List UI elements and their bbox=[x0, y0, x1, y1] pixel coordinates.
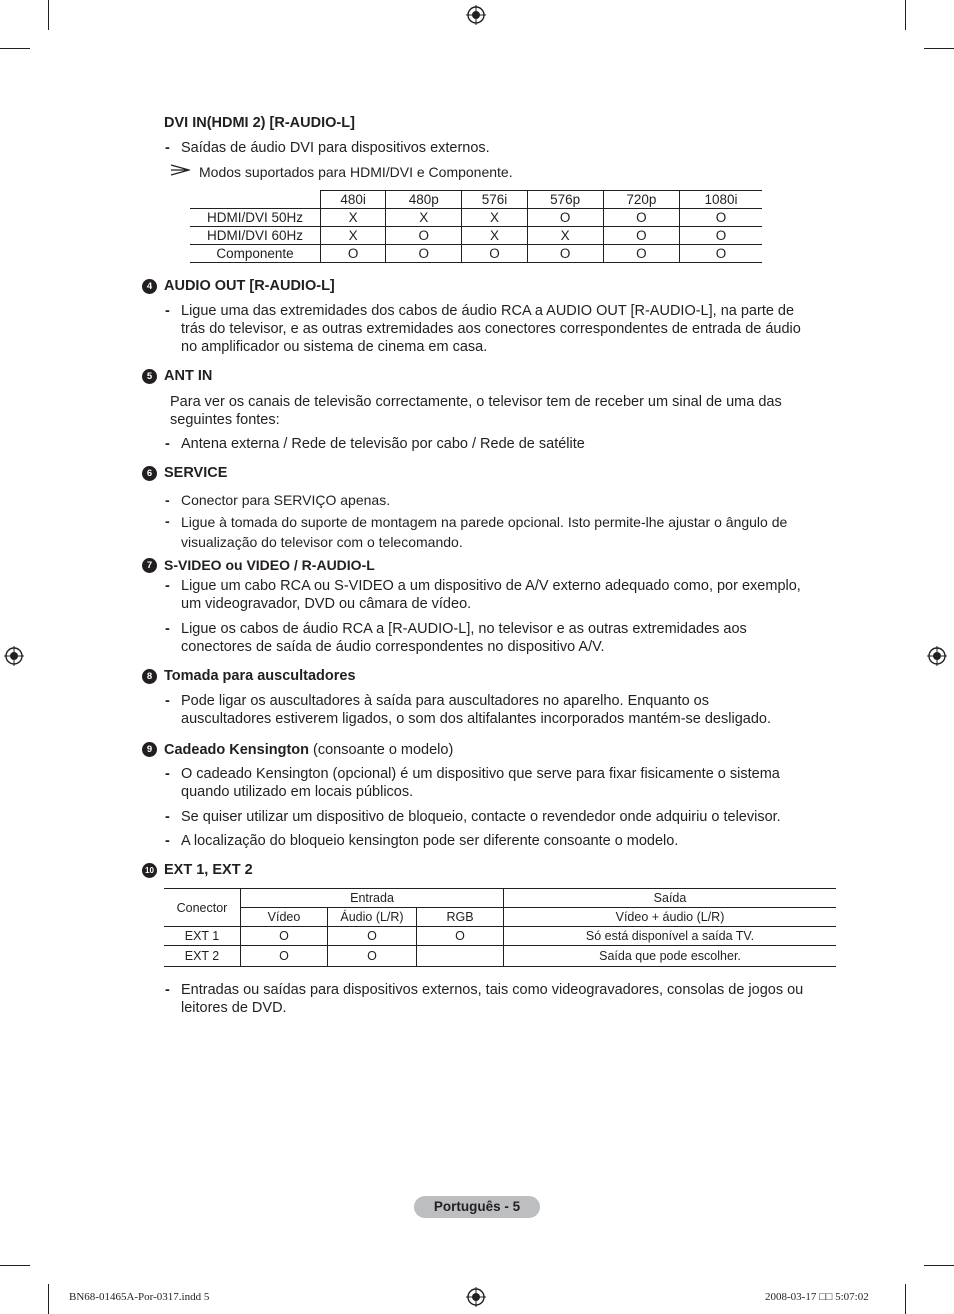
ant-in-bullet: Antena externa / Rede de televisão por cabo / Rede de satélite bbox=[181, 436, 585, 452]
bullet-dash: - bbox=[165, 693, 170, 709]
kensington-bullet-3: A localização do bloqueio kensington pode ser diferente consoante o modelo. bbox=[181, 833, 679, 849]
section-number-badge: 7 bbox=[142, 558, 157, 573]
section-number-badge: 9 bbox=[142, 742, 157, 757]
heading-bold: Cadeado Kensington bbox=[164, 742, 310, 758]
kensington-bullet-1 bbox=[181, 765, 841, 801]
section-number-badge: 10 bbox=[142, 863, 157, 878]
table-row bbox=[164, 927, 836, 946]
section-number-badge: 4 bbox=[142, 279, 157, 294]
text-line: Pode ligar os auscultadores à saída para auscultadores no aparelho. Enquanto os bbox=[181, 693, 709, 709]
timestamp-slug: 2008-03-17 □□ 5:07:02 bbox=[765, 1291, 869, 1303]
bullet-dash: - bbox=[165, 578, 170, 594]
row-label: HDMI/DVI 60Hz bbox=[190, 227, 321, 245]
text-line: auscultadores estiverem ligados, o som dos altifalantes incorporados mantém-se desligado. bbox=[181, 711, 771, 727]
row-label: HDMI/DVI 50Hz bbox=[190, 209, 321, 227]
table-cell: Saída que pode escolher. bbox=[504, 946, 837, 967]
text-line: Ligue um cabo RCA ou S-VIDEO a um dispositivo de A/V externo adequado como, por exemplo, bbox=[181, 578, 801, 594]
kensington-bullet-2: Se quiser utilizar um dispositivo de bloqueio, contacte o revendedor onde adquiriu o televisor. bbox=[181, 809, 781, 825]
bullet-dash: - bbox=[165, 513, 170, 529]
audio-out-bullet bbox=[181, 302, 841, 356]
table-cell bbox=[417, 946, 504, 967]
table-cell: O bbox=[241, 946, 328, 967]
table-cell: X bbox=[321, 227, 386, 245]
saida-header: Saída bbox=[504, 889, 837, 908]
ant-in-paragraph bbox=[170, 393, 840, 429]
modes-col-header: 576p bbox=[527, 191, 603, 209]
headphones-bullet bbox=[181, 692, 841, 728]
dvi-note: Modos suportados para HDMI/DVI e Componente. bbox=[199, 164, 513, 180]
table-cell: O bbox=[680, 245, 762, 263]
registration-mark-icon bbox=[466, 1287, 486, 1307]
text-line: Ligue uma das extremidades dos cabos de áudio RCA a AUDIO OUT [R-AUDIO-L], na parte de bbox=[181, 303, 795, 319]
entrada-header: Entrada bbox=[241, 889, 504, 908]
modes-table bbox=[190, 190, 762, 263]
bullet-dash: - bbox=[165, 809, 170, 825]
section-number-badge: 6 bbox=[142, 466, 157, 481]
bullet-dash: - bbox=[165, 436, 170, 452]
table-cell: O bbox=[328, 946, 417, 967]
sub-header: Vídeo + áudio (L/R) bbox=[504, 908, 837, 927]
sub-header: Áudio (L/R) bbox=[328, 908, 417, 927]
text-line: trás do televisor, e as outras extremidades aos conectores correspondentes de entrada de áudio bbox=[181, 321, 801, 337]
bullet-dash: - bbox=[165, 492, 170, 508]
text-line: no amplificador ou sistema de cinema em casa. bbox=[181, 339, 488, 355]
ant-in-heading: ANT IN bbox=[164, 368, 213, 384]
headphones-heading: Tomada para auscultadores bbox=[164, 668, 356, 684]
sub-header: RGB bbox=[417, 908, 504, 927]
dvi-bullet: Saídas de áudio DVI para dispositivos externos. bbox=[181, 140, 490, 156]
table-cell: O bbox=[527, 209, 603, 227]
sub-header: Vídeo bbox=[241, 908, 328, 927]
table-row bbox=[190, 227, 762, 245]
row-label: Componente bbox=[190, 245, 321, 263]
table-cell: O bbox=[328, 927, 417, 946]
svideo-heading: S-VIDEO ou VIDEO / R-AUDIO-L bbox=[164, 557, 375, 573]
conector-header: Conector bbox=[164, 889, 241, 927]
service-heading: SERVICE bbox=[164, 465, 228, 481]
text-line: Ligue à tomada do suporte de montagem na parede opcional. Isto permite-lhe ajustar o ângulo de bbox=[181, 514, 788, 530]
table-cell: O bbox=[321, 245, 386, 263]
text-line: um videogravador, DVD ou câmara de vídeo. bbox=[181, 596, 472, 612]
table-cell: X bbox=[321, 209, 386, 227]
audio-out-heading: AUDIO OUT [R-AUDIO-L] bbox=[164, 278, 335, 294]
modes-col-header: 1080i bbox=[680, 191, 762, 209]
table-cell: X bbox=[386, 209, 462, 227]
ext-table bbox=[164, 888, 836, 967]
table-cell: X bbox=[527, 227, 603, 245]
table-cell: O bbox=[386, 245, 462, 263]
table-cell: O bbox=[603, 227, 679, 245]
table-cell: O bbox=[527, 245, 603, 263]
table-cell: O bbox=[241, 927, 328, 946]
table-cell: X bbox=[462, 209, 527, 227]
table-cell: O bbox=[603, 209, 679, 227]
bullet-dash: - bbox=[165, 303, 170, 319]
ext-heading: EXT 1, EXT 2 bbox=[164, 862, 253, 878]
table-cell: O bbox=[417, 927, 504, 946]
section-number-badge: 5 bbox=[142, 369, 157, 384]
registration-mark-icon bbox=[927, 646, 947, 666]
modes-col-header: 720p bbox=[603, 191, 679, 209]
text-line: Ligue os cabos de áudio RCA a [R-AUDIO-L], no televisor e as outras extremidades aos bbox=[181, 621, 747, 637]
note-arrow-icon bbox=[170, 164, 190, 176]
row-label: EXT 1 bbox=[164, 927, 241, 946]
text-line: quando utilizado em locais públicos. bbox=[181, 784, 414, 800]
table-cell: O bbox=[386, 227, 462, 245]
svideo-bullet-1 bbox=[181, 577, 841, 613]
table-cell: O bbox=[603, 245, 679, 263]
svideo-bullet-2 bbox=[181, 620, 841, 656]
service-bullet-2 bbox=[181, 512, 841, 552]
table-row bbox=[190, 209, 762, 227]
heading-suffix: (consoante o modelo) bbox=[309, 742, 454, 758]
bullet-dash: - bbox=[165, 833, 170, 849]
table-cell: O bbox=[680, 209, 762, 227]
page-number-label: Português - 5 bbox=[414, 1196, 540, 1218]
text-line: O cadeado Kensington (opcional) é um dispositivo que serve para fixar fisicamente o sistema bbox=[181, 766, 780, 782]
registration-mark-icon bbox=[4, 646, 24, 666]
table-cell: O bbox=[462, 245, 527, 263]
table-row bbox=[164, 946, 836, 967]
text-line: visualização do televisor com o telecomando. bbox=[181, 534, 463, 550]
text-line: seguintes fontes: bbox=[170, 412, 280, 428]
modes-col-header: 480p bbox=[386, 191, 462, 209]
section-number-badge: 8 bbox=[142, 669, 157, 684]
table-row bbox=[190, 245, 762, 263]
text-line: leitores de DVD. bbox=[181, 1000, 287, 1016]
table-cell: X bbox=[462, 227, 527, 245]
service-bullet-1: Conector para SERVIÇO apenas. bbox=[181, 492, 391, 508]
table-cell: Só está disponível a saída TV. bbox=[504, 927, 837, 946]
dvi-heading: DVI IN(HDMI 2) [R-AUDIO-L] bbox=[164, 115, 355, 131]
bullet-dash: - bbox=[165, 766, 170, 782]
bullet-dash: - bbox=[165, 621, 170, 637]
text-line: conectores de saída de áudio correspondentes no dispositivo A/V. bbox=[181, 639, 605, 655]
text-line: Para ver os canais de televisão correctamente, o televisor tem de receber um sinal de uma das bbox=[170, 394, 782, 410]
bullet-dash: - bbox=[165, 140, 170, 156]
kensington-heading bbox=[164, 741, 453, 759]
row-label: EXT 2 bbox=[164, 946, 241, 967]
registration-mark-icon bbox=[466, 5, 486, 25]
modes-col-header: 480i bbox=[321, 191, 386, 209]
file-name-slug: BN68-01465A-Por-0317.indd 5 bbox=[69, 1291, 210, 1303]
text-line: Entradas ou saídas para dispositivos externos, tais como videogravadores, consolas de jogos ou bbox=[181, 982, 804, 998]
ext-bullet bbox=[181, 981, 841, 1017]
bullet-dash: - bbox=[165, 982, 170, 998]
table-cell: O bbox=[680, 227, 762, 245]
modes-col-header: 576i bbox=[462, 191, 527, 209]
